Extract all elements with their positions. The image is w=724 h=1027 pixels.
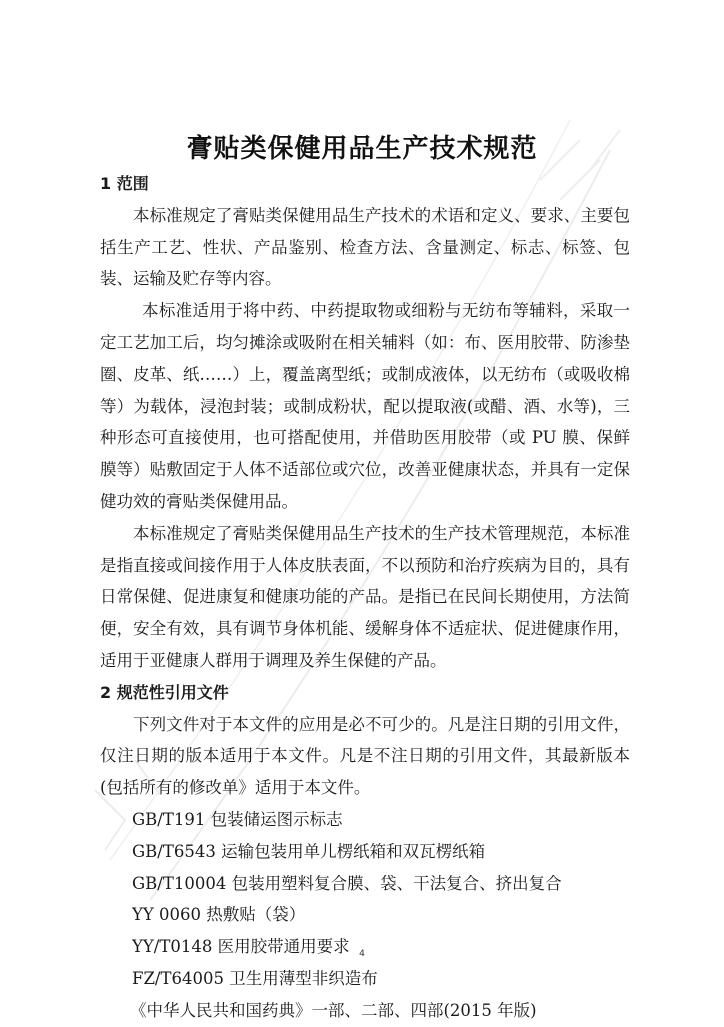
scope-paragraph-1: 本标准规定了膏贴类保健用品生产技术的术语和定义、要求、主要包括生产工艺、性状、产品鉴别、检查方法、含量测定、标志、标签、包装、运输及贮存等内容。	[100, 205, 630, 289]
reference-item: YY 0060 热敷贴（袋）	[132, 905, 306, 925]
scope-paragraph-3: 本标准规定了膏贴类保健用品生产技术的生产技术管理规范，本标准是指直接或间接作用于人体皮肤表面，不以预防和治疗疾病为目的，具有日常保健、促进康复和健康功能的产品。是指已在民间长期使用，方法简便，安全有效，具有调节身体机能、缓解身体不适症状、促进健康作用，适用于亚健康人群用于调理及养生保健的产品。	[100, 523, 630, 670]
reference-item: 《中华人民共和国药典》一部、二部、四部(2015 年版)	[130, 1000, 537, 1020]
reference-list	[100, 804, 630, 1027]
section-heading-scope: 1 范围	[100, 174, 149, 193]
reference-item: GB/T191 包装储运图示标志	[132, 809, 343, 829]
page-number: 4	[359, 949, 365, 959]
document-body	[100, 168, 630, 1027]
scope-paragraph-2: 本标准适用于将中药、中药提取物或细粉与无纺布等辅料，采取一定工艺加工后，均匀摊涂或吸附在相关辅料（如：布、医用胶带、防渗垫圈、皮革、纸……）上，覆盖离型纸；或制成液体，以无纺布（或吸收棉等）为载体，浸泡封装；或制成粉状，配以提取液(或醋、酒、水等)，三种形态可直接使用，也可搭配使用，并借助医用胶带（或 PU 膜、保鲜膜等）贴敷固定于人体不适部位或穴位，改善亚健康状态，并具有一定保健功效的膏贴类保健用品。	[100, 301, 630, 511]
reference-item: FZ/T64005 卫生用薄型非织造布	[132, 968, 378, 988]
reference-item: YY/T0148 医用胶带通用要求	[132, 937, 350, 957]
reference-item: GB/T6543 运输包装用单儿楞纸箱和双瓦楞纸箱	[132, 841, 486, 861]
reference-item: GB/T10004 包装用塑料复合膜、袋、干法复合、挤出复合	[132, 873, 562, 893]
section-heading-normative-references: 2 规范性引用文件	[100, 682, 229, 702]
page-title: 膏贴类保健用品生产技术规范	[186, 134, 538, 164]
references-intro-paragraph: 下列文件对于本文件的应用是必不可少的。凡是注日期的引用文件，仅注日期的版本适用于本文件。凡是不注日期的引用文件，其最新版本(包括所有的修改单》适用于本文件。	[100, 714, 630, 798]
